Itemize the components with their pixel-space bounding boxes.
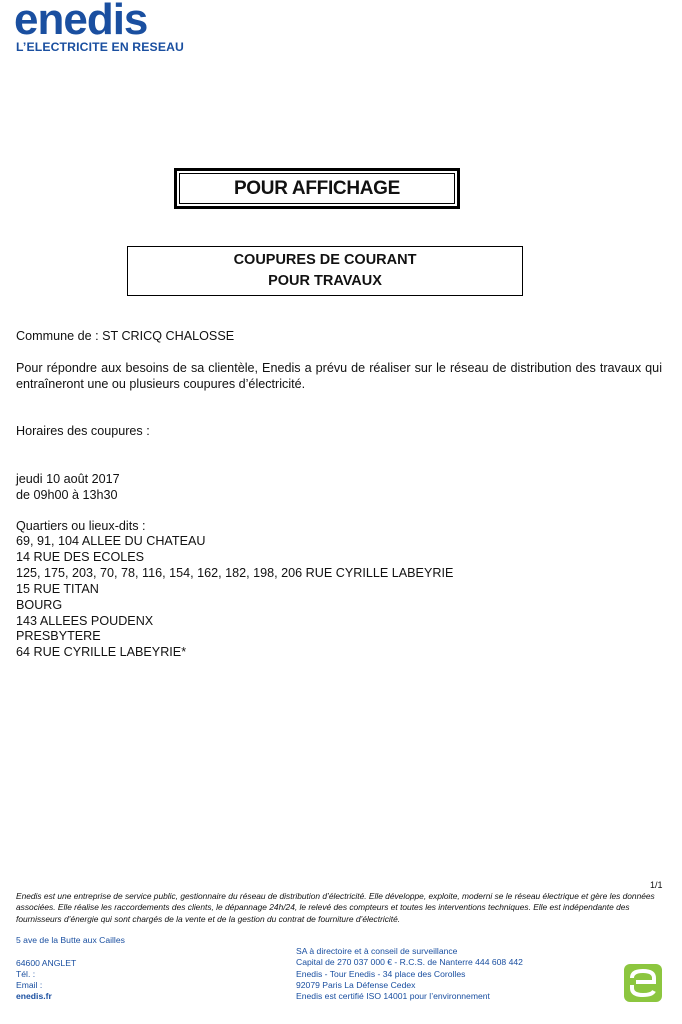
subtitle-box xyxy=(127,246,523,296)
list-item: 125, 175, 203, 70, 78, 116, 154, 162, 182, 198, 206 RUE CYRILLE LABEYRIE xyxy=(16,565,454,580)
legal-line: Enedis - Tour Enedis - 34 place des Corolles xyxy=(296,968,466,979)
list-item: 15 RUE TITAN xyxy=(16,581,99,596)
legal-line: 92079 Paris La Défense Cedex xyxy=(296,979,416,990)
outage-time-range: de 09h00 à 13h30 xyxy=(16,488,118,502)
website-link[interactable]: enedis.fr xyxy=(16,991,52,1002)
subtitle-line-2: POUR TRAVAUX xyxy=(268,273,382,289)
address-right xyxy=(296,946,523,1002)
outage-date: jeudi 10 août 2017 xyxy=(16,472,120,486)
lieux-label: Quartiers ou lieux-dits : xyxy=(16,519,146,533)
subtitle-line-1: COUPURES DE COURANT xyxy=(233,252,417,268)
commune-line: Commune de : ST CRICQ CHALOSSE xyxy=(16,329,235,343)
footer-disclaimer: Enedis est une entreprise de service public, gestionnaire du réseau de distribution d’électricité. Elle développe, exploite, moderni se le réseau électrique et gère les données associées. Elle réalise les raccordements des clients, le dépannage 24h/24, le relevé des compteurs et toutes les interventions techniques. Elle est indépendante des fournisseurs d’énergie qui sont chargés de la vente et de la gestion du contrat de fourniture d’électricité. xyxy=(16,891,655,924)
address-line: 5 ave de la Butte aux Cailles xyxy=(16,935,125,945)
legal-line: Capital de 270 037 000 € - R.C.S. de Nanterre 444 608 442 xyxy=(296,957,523,968)
list-item: 14 RUE DES ECOLES xyxy=(16,549,145,564)
list-item: 64 RUE CYRILLE LABEYRIE* xyxy=(16,645,187,660)
address-left xyxy=(16,935,125,1003)
address-line: 64600 ANGLET xyxy=(16,957,77,968)
logo-tagline: L’ELECTRICITE EN RESEAU xyxy=(16,40,184,54)
horaires-label: Horaires des coupures : xyxy=(16,424,150,438)
list-item: 143 ALLEES POUDENX xyxy=(16,613,154,628)
intro-paragraph: Pour répondre aux besoins de sa clientèle, Enedis a prévu de réaliser sur le réseau de distribution des travaux qui entraîneront une ou plusieurs coupures d’électricité. xyxy=(16,361,662,391)
title-label: POUR AFFICHAGE xyxy=(179,173,455,204)
title-box xyxy=(174,168,460,209)
logo-wordmark-text: enedis xyxy=(14,0,148,38)
enedis-logo xyxy=(14,0,186,38)
list-item: BOURG xyxy=(16,597,63,612)
address-line xyxy=(16,946,125,957)
address-line: Email : xyxy=(16,980,43,991)
list-item: 69, 91, 104 ALLEE DU CHATEAU xyxy=(16,534,206,548)
enedis-mark-icon xyxy=(624,964,662,1002)
lieux-list xyxy=(16,534,453,661)
address-line: Tél. : xyxy=(16,968,36,979)
legal-line: SA à directoire et à conseil de surveillance xyxy=(296,946,458,956)
page-number: 1/1 xyxy=(650,880,663,890)
legal-line: Enedis est certifié ISO 14001 pour l’environnement xyxy=(296,991,490,1002)
list-item: PRESBYTERE xyxy=(16,629,101,644)
